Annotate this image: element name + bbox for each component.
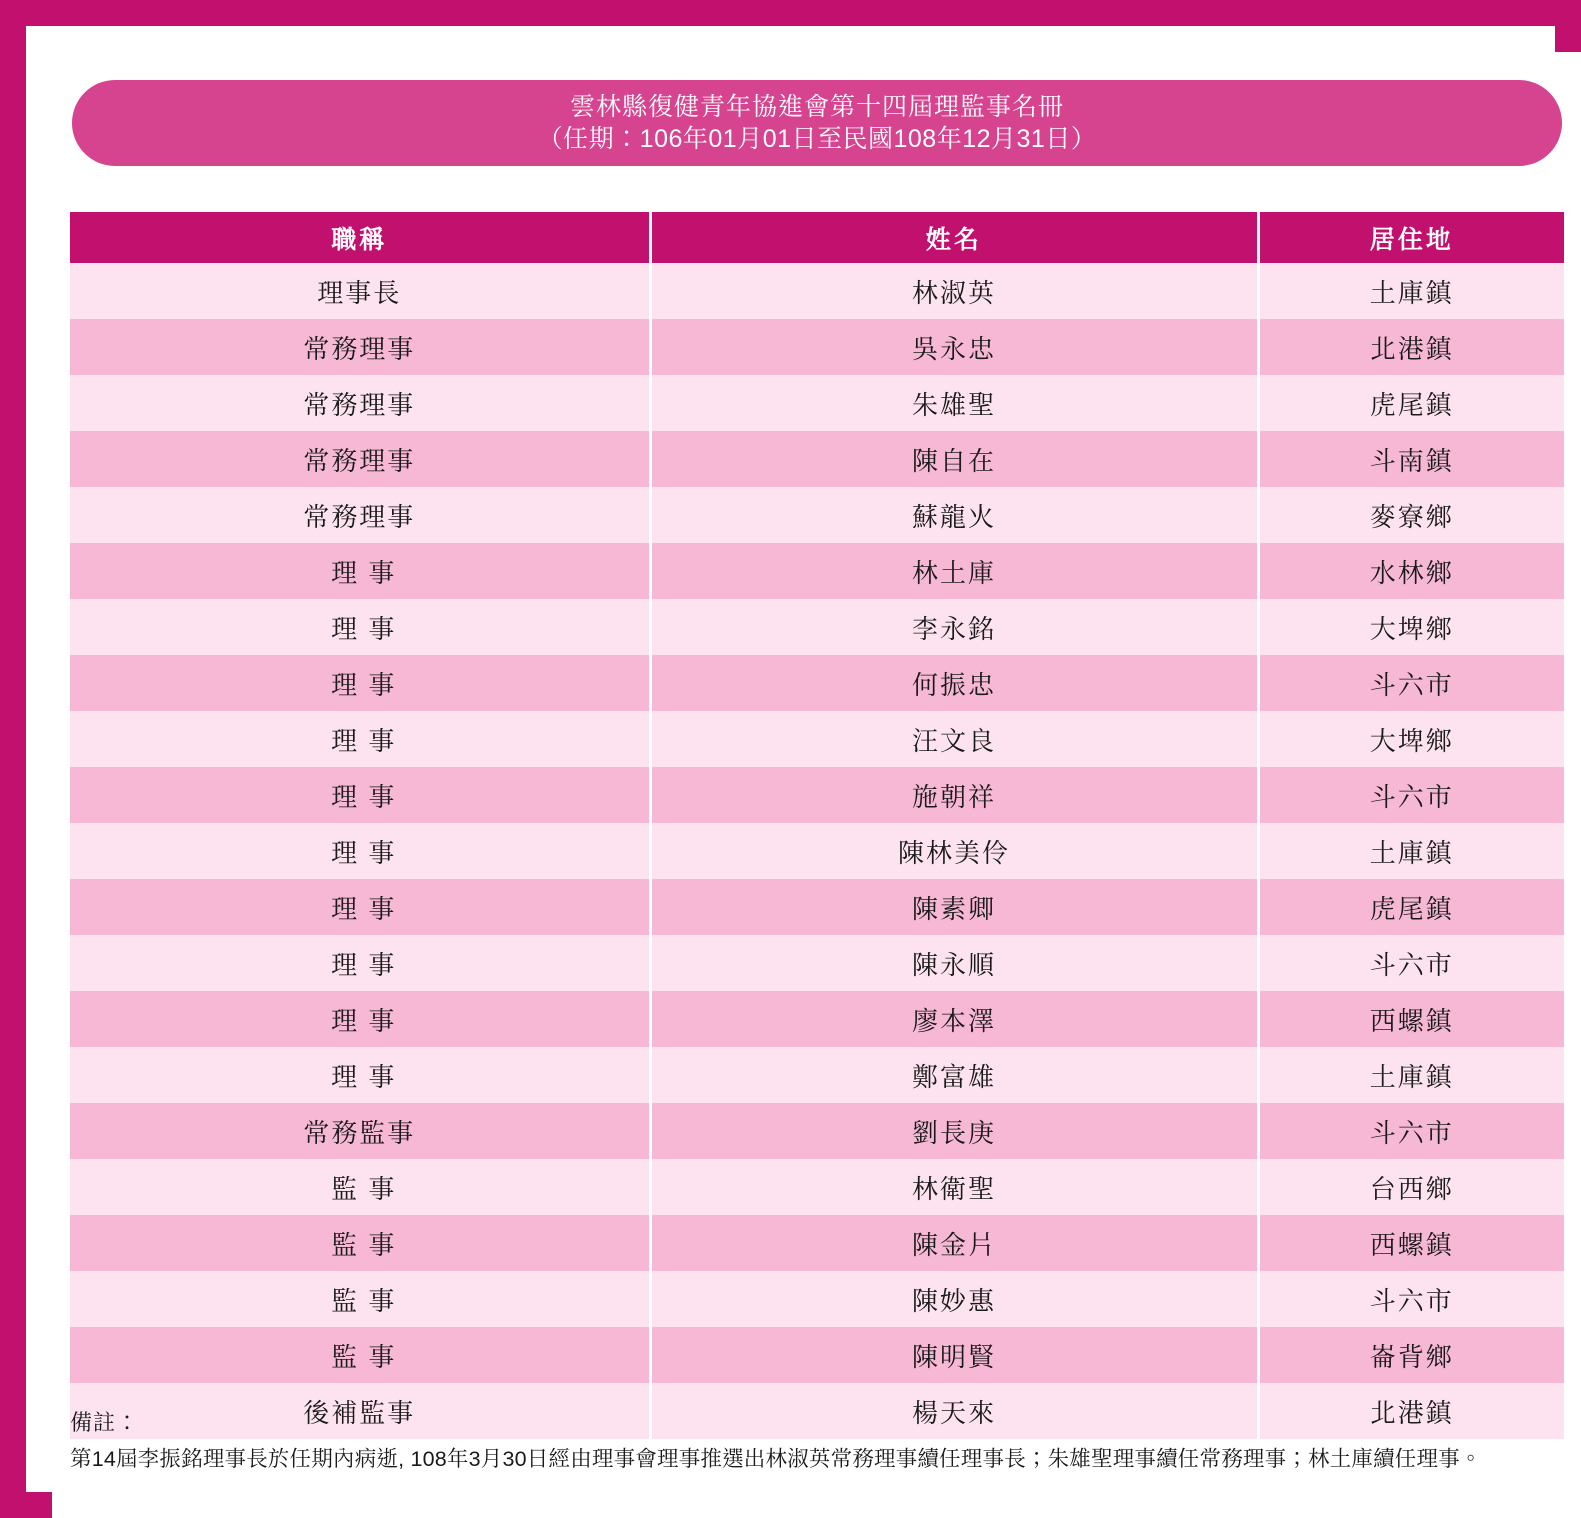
cell-name: 陳妙惠	[650, 1271, 1258, 1327]
notes-section	[70, 1404, 1570, 1478]
page-title: 雲林縣復健青年協進會第十四屆理監事名冊	[569, 93, 1064, 121]
cell-title: 常務理事	[70, 319, 650, 375]
cell-name: 林淑英	[650, 263, 1258, 319]
cell-residence: 崙背鄉	[1258, 1327, 1564, 1383]
cell-residence: 斗六市	[1258, 1103, 1564, 1159]
cell-residence: 北港鎮	[1258, 1383, 1564, 1439]
table-row	[70, 991, 1564, 1047]
cell-residence: 西螺鎮	[1258, 1215, 1564, 1271]
cell-name: 陳素卿	[650, 879, 1258, 935]
cell-residence: 土庫鎮	[1258, 823, 1564, 879]
table-row	[70, 935, 1564, 991]
column-header-title: 職稱	[70, 212, 650, 263]
cell-title: 理 事	[70, 543, 650, 599]
cell-title: 監 事	[70, 1271, 650, 1327]
cell-name: 汪文良	[650, 711, 1258, 767]
cell-residence: 斗六市	[1258, 767, 1564, 823]
cell-title: 理 事	[70, 767, 650, 823]
table-row	[70, 319, 1564, 375]
cell-name: 陳林美伶	[650, 823, 1258, 879]
table-row	[70, 1215, 1564, 1271]
cell-residence: 北港鎮	[1258, 319, 1564, 375]
page-subtitle-term: （任期：106年01月01日至民國108年12月31日）	[537, 125, 1097, 153]
cell-title: 監 事	[70, 1215, 650, 1271]
table-row	[70, 823, 1564, 879]
table-row	[70, 599, 1564, 655]
cell-residence: 斗六市	[1258, 1271, 1564, 1327]
cell-residence: 虎尾鎮	[1258, 375, 1564, 431]
cell-title: 監 事	[70, 1327, 650, 1383]
cell-title: 監 事	[70, 1159, 650, 1215]
cell-name: 楊天來	[650, 1383, 1258, 1439]
cell-residence: 台西鄉	[1258, 1159, 1564, 1215]
cell-residence: 麥寮鄉	[1258, 487, 1564, 543]
table-row	[70, 543, 1564, 599]
cell-name: 朱雄聖	[650, 375, 1258, 431]
cell-title: 理 事	[70, 1047, 650, 1103]
table-row	[70, 1103, 1564, 1159]
table-row	[70, 431, 1564, 487]
roster-table	[70, 212, 1564, 1439]
table-row	[70, 487, 1564, 543]
table-header	[70, 212, 1564, 263]
table-row	[70, 263, 1564, 319]
cell-title: 理 事	[70, 711, 650, 767]
cell-name: 陳永順	[650, 935, 1258, 991]
page-content	[52, 52, 1581, 1518]
cell-residence: 大埤鄉	[1258, 711, 1564, 767]
cell-residence: 大埤鄉	[1258, 599, 1564, 655]
cell-name: 鄭富雄	[650, 1047, 1258, 1103]
cell-name: 廖本澤	[650, 991, 1258, 1047]
cell-title: 理 事	[70, 599, 650, 655]
cell-title: 理 事	[70, 879, 650, 935]
cell-name: 劉長庚	[650, 1103, 1258, 1159]
cell-title: 常務理事	[70, 375, 650, 431]
notes-label: 備註：	[70, 1410, 140, 1435]
cell-residence: 虎尾鎮	[1258, 879, 1564, 935]
cell-title: 理 事	[70, 823, 650, 879]
document-title-banner	[72, 80, 1562, 166]
cell-title: 常務理事	[70, 487, 650, 543]
cell-residence: 土庫鎮	[1258, 263, 1564, 319]
cell-title: 理事長	[70, 263, 650, 319]
table-row	[70, 1159, 1564, 1215]
table-row	[70, 879, 1564, 935]
cell-residence: 土庫鎮	[1258, 1047, 1564, 1103]
cell-name: 林土庫	[650, 543, 1258, 599]
table-body	[70, 263, 1564, 1439]
cell-title: 常務理事	[70, 431, 650, 487]
cell-residence: 斗六市	[1258, 655, 1564, 711]
cell-name: 林衛聖	[650, 1159, 1258, 1215]
cell-title: 理 事	[70, 655, 650, 711]
cell-title: 理 事	[70, 991, 650, 1047]
column-header-residence: 居住地	[1258, 212, 1564, 263]
cell-title: 後補監事	[70, 1383, 650, 1439]
cell-name: 施朝祥	[650, 767, 1258, 823]
cell-residence: 斗南鎮	[1258, 431, 1564, 487]
cell-residence: 斗六市	[1258, 935, 1564, 991]
table-row	[70, 655, 1564, 711]
table-row	[70, 767, 1564, 823]
cell-name: 李永銘	[650, 599, 1258, 655]
cell-title: 理 事	[70, 935, 650, 991]
cell-name: 吳永忠	[650, 319, 1258, 375]
cell-name: 蘇龍火	[650, 487, 1258, 543]
notes-body: 第14屆李振銘理事長於任期內病逝, 108年3月30日經由理事會理事推選出林淑英常務理事續任理事長；朱雄聖理事續任常務理事；林土庫續任理事。	[70, 1447, 1482, 1472]
table-row	[70, 1047, 1564, 1103]
cell-residence: 西螺鎮	[1258, 991, 1564, 1047]
cell-name: 陳自在	[650, 431, 1258, 487]
table-row	[70, 1271, 1564, 1327]
table-row	[70, 711, 1564, 767]
table-row	[70, 375, 1564, 431]
cell-name: 何振忠	[650, 655, 1258, 711]
cell-name: 陳明賢	[650, 1327, 1258, 1383]
cell-residence: 水林鄉	[1258, 543, 1564, 599]
column-header-name: 姓名	[650, 212, 1258, 263]
table-header-row	[70, 212, 1564, 263]
table-row	[70, 1327, 1564, 1383]
cell-title: 常務監事	[70, 1103, 650, 1159]
cell-name: 陳金片	[650, 1215, 1258, 1271]
